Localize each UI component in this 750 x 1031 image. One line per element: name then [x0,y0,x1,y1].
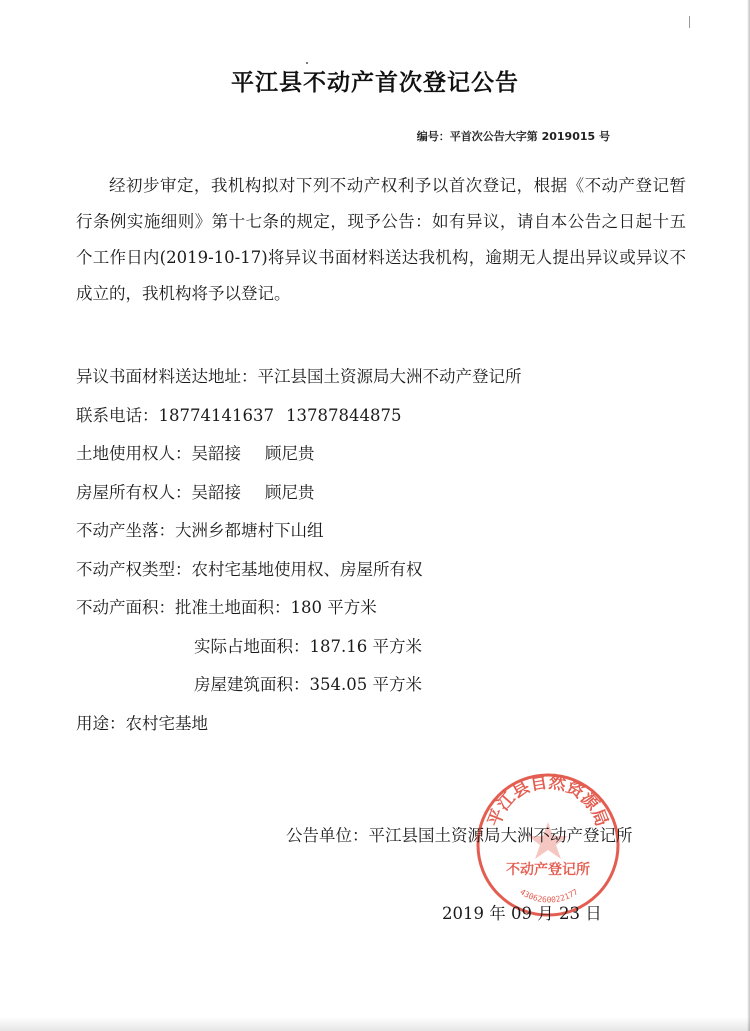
usage-row [76,705,696,744]
field-value: 大洲乡都塘村下山组 [175,521,324,540]
house-owner-row [76,474,696,513]
seal-number: 4306260022177 [518,887,580,905]
seal-center-text: 不动产登记所 [506,862,590,878]
issue-date: 2019 年 09 月 23 日 [442,904,602,923]
field-label: 不动产坐落： [76,521,175,540]
field-label: 不动产面积： [76,598,175,617]
field-label: 联系电话： [76,405,159,425]
person-name: 顾尼贵 [265,482,315,502]
land-user-row [76,435,696,474]
field-label: 房屋所有权人： [76,482,192,502]
field-label: 不动产权类型： [76,559,192,579]
person-name: 吴韶接 [191,482,241,502]
field-value: 平江县国土资源局大洲不动产登记所 [257,367,522,386]
scan-mark [689,16,690,28]
location-row [76,512,696,551]
phone-number: 13787844875 [285,405,402,425]
person-name: 顾尼贵 [265,444,315,463]
approved-land-area: 批准土地面积：180 平方米 [175,598,377,617]
seal-arc-text: 平江县自然资源局 [484,772,612,830]
right-type-row [76,551,696,590]
field-value: 农村宅基地使用权、房屋所有权 [191,559,423,579]
page-title: 平江县不动产首次登记公告 [231,70,519,96]
field-label: 异议书面材料送达地址： [76,367,258,386]
objection-address-row [76,358,696,397]
building-area-row [76,666,696,705]
actual-area-row [76,628,696,667]
announcement-paragraph: 经初步审定，我机构拟对下列不动产权利予以首次登记，根据《不动产登记暂行条例实施细则》第十七条的规定，现予公告：如有异议，请自本公告之日起十五个工作日内(2019-10-17)将异议书面材料送达我机构，逾期无人提出异议或异议不成立的，我机构将予以登记。 [76,176,686,303]
field-label: 用途： [76,713,126,733]
issuing-unit: 公告单位：平江县国土资源局大洲不动产登记所 [286,826,633,845]
phone-number: 18774141637 [158,405,274,425]
actual-land-area: 实际占地面积：187.16 平方米 [194,636,422,656]
field-value: 农村宅基地 [125,713,208,733]
document-number: 编号：平首次公告大字第 2019015 号 [416,130,610,143]
area-row [76,589,696,628]
building-area: 房屋建筑面积：354.05 平方米 [194,675,422,694]
field-label: 土地使用权人： [76,444,192,463]
scan-bottom-edge [0,1017,750,1031]
person-name: 吴韶接 [191,444,241,463]
property-details [76,358,696,743]
contact-phone-row [76,397,696,436]
